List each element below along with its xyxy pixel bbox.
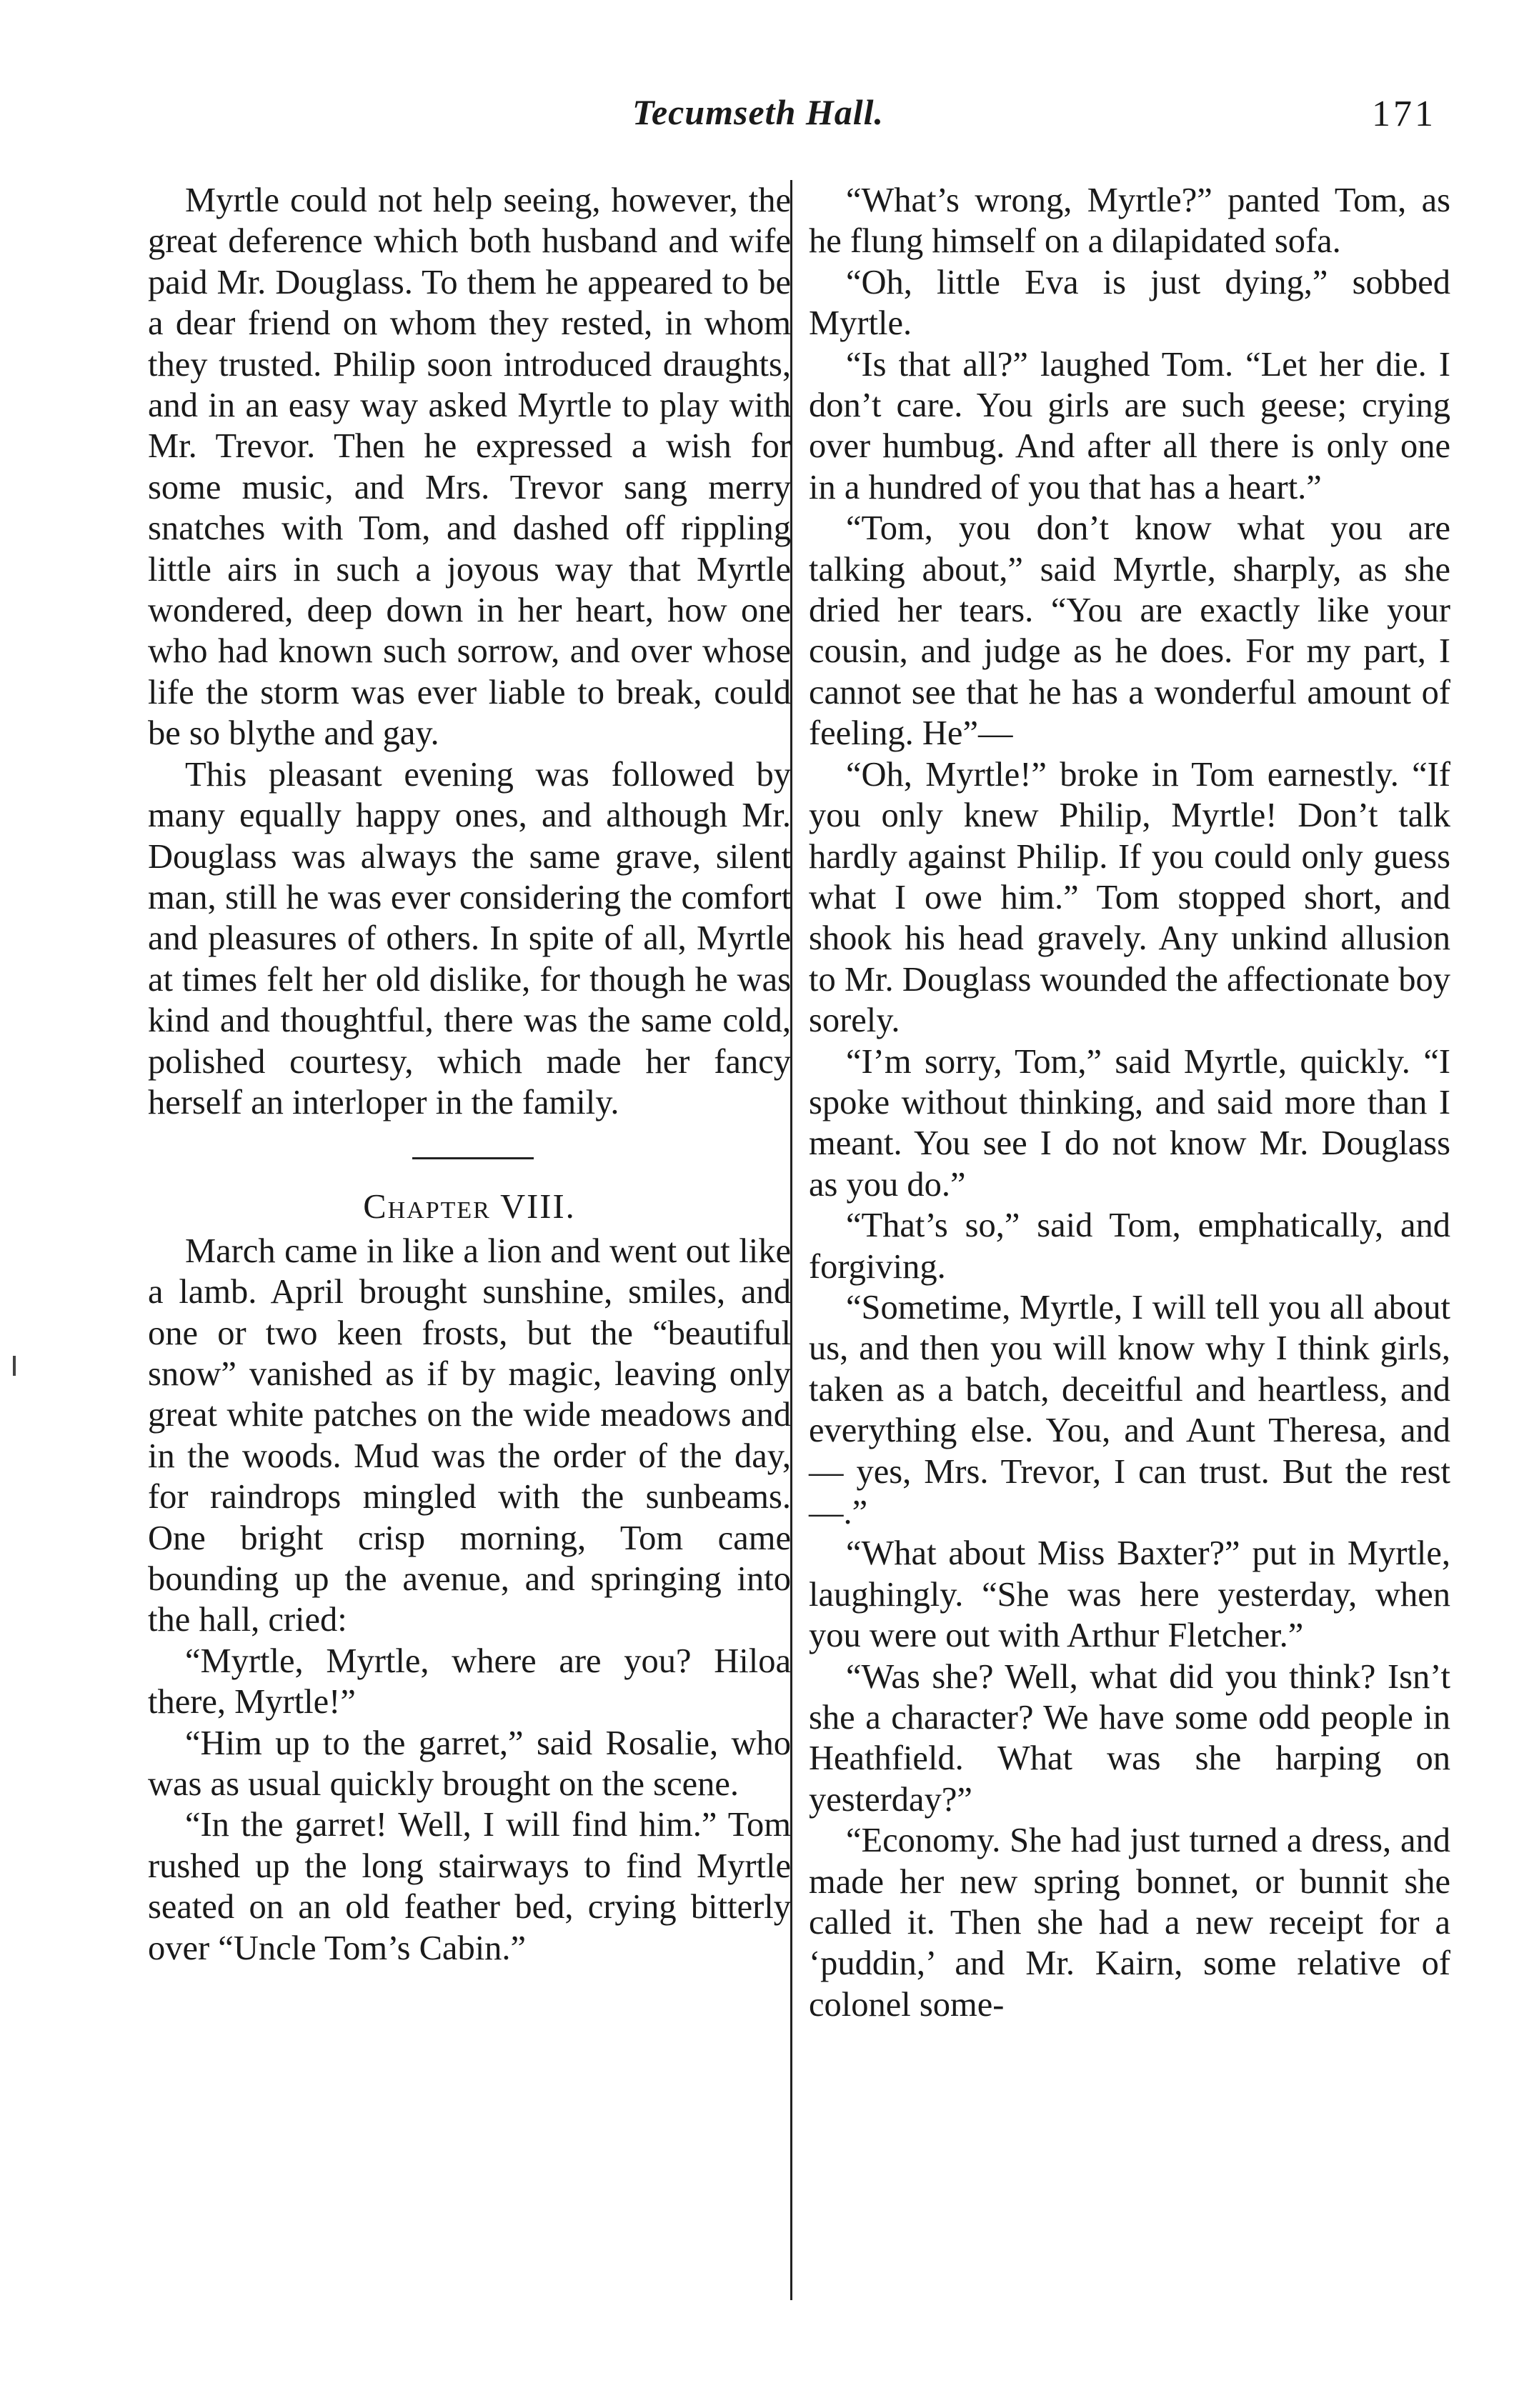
paragraph: March came in like a lion and went out like a lamb. April brought sunshine, smiles, and one or two keen frosts, but the “beautiful snow” vanished as if by magic, leaving only great white patches on the wide meadows and in the woods. Mud was the order of the day, for raindrops mingled with the sunbeams. One bright crisp morning, Tom came bounding up the avenue, and springing into the hall, cried:: [148, 1232, 791, 1639]
margin-mark: [13, 1356, 16, 1376]
running-title: Tecumseth Hall.: [632, 92, 885, 132]
paragraph: “What’s wrong, Myrtle?” panted Tom, as he flung himself on a dilapidated sofa.: [809, 181, 1450, 261]
paragraph: “I’m sorry, Tom,” said Myrtle, quickly. “I spoke without thinking, and said more than I meant. You see I do not know Mr. Douglass as you do.”: [809, 1042, 1450, 1204]
section-divider: [412, 1157, 534, 1159]
paragraph: “What about Miss Baxter?” put in Myrtle, laughingly. “She was here yesterday, when you were out with Arthur Fletcher.”: [809, 1534, 1450, 1655]
paragraph: “Tom, you don’t know what you are talking about,” said Myrtle, sharply, as she dried her tears. “You are exactly like your cousin, and judge as he does. For my part, I cannot see that he has a wonderful amount of feeling. He”—: [809, 509, 1450, 753]
paragraph: Myrtle could not help seeing, however, the great deference which both husband and wife paid Mr. Douglass. To them he appeared to be a dear friend on whom they rested, in whom they trusted. Philip soon introduced draughts, and in an easy way asked Myrtle to play with Mr. Trevor. Then he expressed a wish for some music, and Mrs. Trevor sang merry snatches with Tom, and dashed off rippling little airs in such a joyous way that Myrtle wondered, deep down in her heart, how one who had known such sorrow, and over whose life the storm was ever liable to break, could be so blythe and gay.: [148, 181, 791, 753]
paragraph: “Him up to the garret,” said Rosalie, who was as usual quickly brought on the scene.: [148, 1724, 791, 1804]
paragraph: “Oh, Myrtle!” broke in Tom earnestly. “If you only knew Philip, Myrtle! Don’t talk hardly against Philip. If you could only guess what I owe him.” Tom stopped short, and shook his head gravely. Any unkind allusion to Mr. Douglass wounded the affectionate boy sorely.: [809, 755, 1450, 1040]
page-number: 171: [1372, 94, 1436, 134]
paragraph: “Was she? Well, what did you think? Isn’t she a character? We have some odd people in Heathfield. What was she harping on yesterday?”: [809, 1657, 1450, 1819]
paragraph: This pleasant evening was followed by many equally happy ones, and although Mr. Douglass was always the same grave, silent man, still he was ever considering the comfort and pleasures of others. In spite of all, Myrtle at times felt her old dislike, for though he was kind and thoughtful, there was the same cold, polished courtesy, which made her fancy herself an interloper in the family.: [148, 755, 791, 1121]
paragraph: “In the garret! Well, I will find him.” Tom rushed up the long stairways to find Myrtle seated on an old feather bed, crying bitterly over “Uncle Tom’s Cabin.”: [148, 1806, 791, 1967]
running-header: [0, 84, 1524, 149]
paragraph: “Sometime, Myrtle, I will tell you all about us, and then you will know why I think girls, taken as a batch, deceitful and heartless, and everything else. You, and Aunt Theresa, and— yes, Mrs. Trevor, I can trust. But the rest—.”: [809, 1288, 1450, 1532]
paragraph: “Economy. She had just turned a dress, and made her new spring bonnet, or bunnit she called it. Then she had a new receipt for a ‘puddin,’ and Mr. Kairn, some relative of colonel some-: [809, 1822, 1450, 2024]
right-column: [809, 180, 1450, 2025]
paragraph: “Is that all?” laughed Tom. “Let her die. I don’t care. You girls are such geese; crying over humbug. And after all there is only one in a hundred of you that has a heart.”: [809, 345, 1450, 506]
paragraph: “Oh, little Eva is just dying,” sobbed Myrtle.: [809, 263, 1450, 343]
chapter-heading: Chapter VIII.: [363, 1188, 576, 1227]
paragraph: “That’s so,” said Tom, emphatically, and forgiving.: [809, 1207, 1450, 1286]
paragraph: “Myrtle, Myrtle, where are you? Hiloa there, Myrtle!”: [148, 1642, 791, 1722]
left-column: [148, 180, 791, 1969]
